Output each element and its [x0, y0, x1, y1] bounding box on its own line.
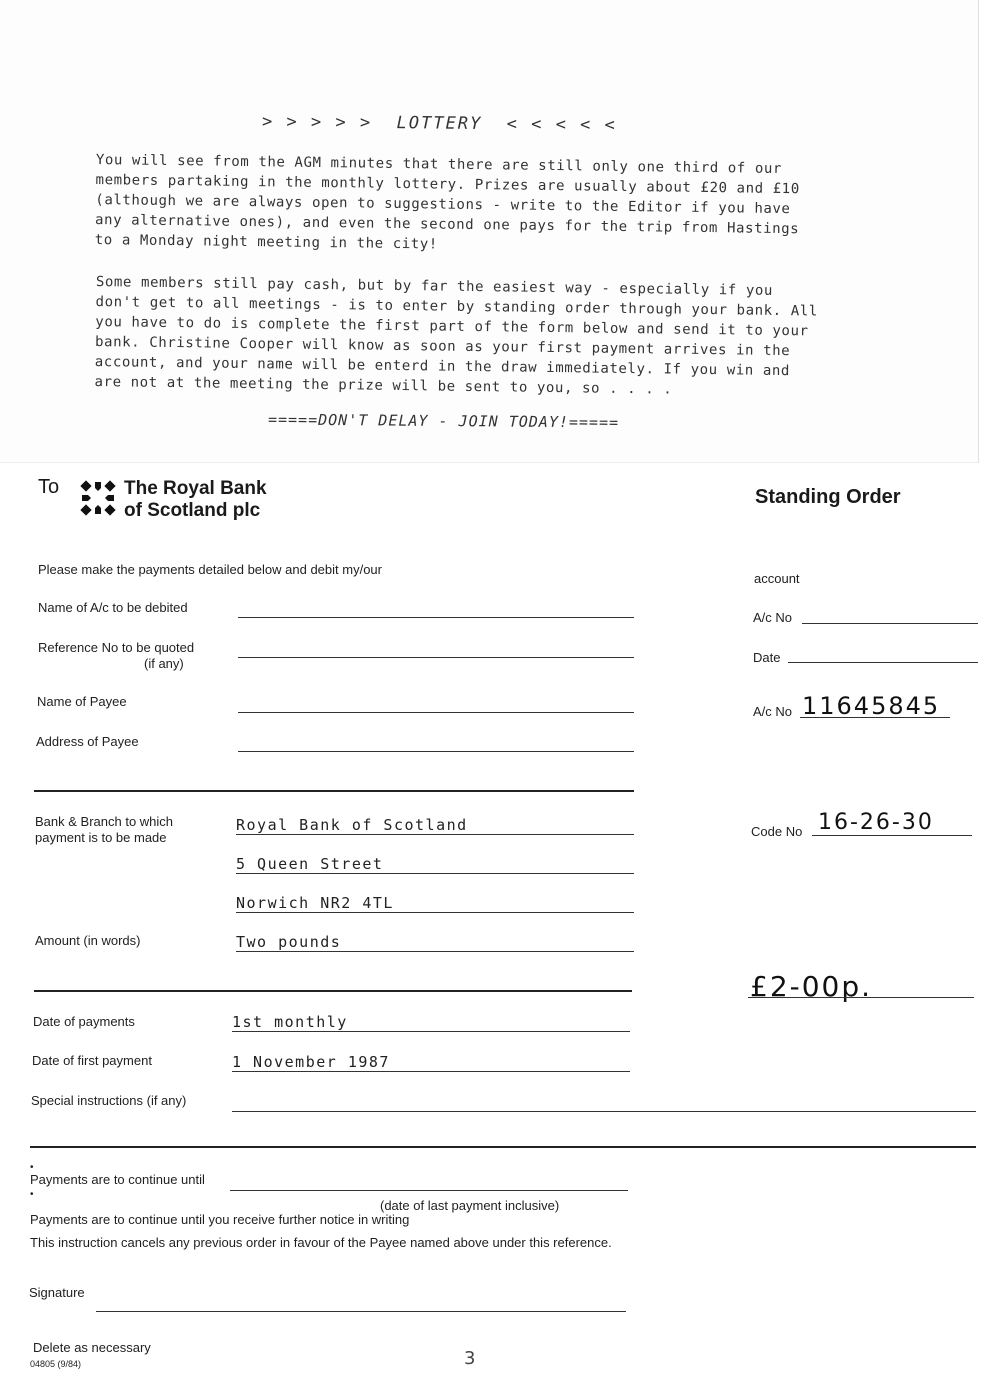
bank-branch-field-1[interactable]: [236, 834, 634, 835]
payee-ac-no-label: A/c No: [753, 704, 793, 719]
asterisk-marker: •: [30, 1162, 34, 1173]
continue-until-field[interactable]: [230, 1190, 628, 1191]
payee-name-field[interactable]: [238, 712, 634, 713]
signature-label: Signature: [29, 1285, 85, 1300]
bank-branch-label-2: payment is to be made: [35, 830, 167, 845]
continue-until-label: Payments are to continue until: [30, 1172, 205, 1187]
amount-words-label: Amount (in words): [35, 933, 141, 948]
paragraph-line: don't get to all meetings - is to enter by standing order through your bank. All: [95, 293, 818, 320]
bank-name: [124, 478, 267, 522]
lottery-heading: > > > > > LOTTERY < < < < <: [261, 111, 617, 136]
payee-ac-no-field[interactable]: [800, 717, 950, 718]
ac-no-field[interactable]: [802, 623, 978, 624]
bank-branch-field-2[interactable]: [236, 873, 634, 874]
bank-branch-line-2: 5 Queen Street: [236, 855, 384, 873]
amount-figures-field[interactable]: [748, 997, 974, 998]
code-no-value: 16-26-30: [818, 810, 934, 835]
signature-field[interactable]: [96, 1311, 626, 1312]
code-no-label: Code No: [751, 824, 803, 839]
standing-order-title: Standing Order: [755, 486, 901, 508]
bank-branch-field-3[interactable]: [236, 912, 634, 913]
amount-words-field[interactable]: [236, 951, 634, 952]
payee-ac-no-value: 11645845: [802, 692, 941, 720]
reference-label: Reference No to be quoted: [38, 640, 195, 655]
lottery-notice: [0, 0, 979, 463]
date-label: Date: [753, 650, 781, 665]
date-of-payments-label: Date of payments: [33, 1014, 135, 1029]
paragraph-line: are not at the meeting the prize will be sent to you, so . . . .: [94, 373, 673, 398]
lottery-slogan: =====DON'T DELAY - JOIN TODAY!=====: [267, 410, 620, 432]
lottery-paragraph-1: [95, 150, 866, 260]
date-field[interactable]: [788, 662, 978, 663]
bank-name-line-2: of Scotland plc: [124, 500, 261, 521]
section-divider: [30, 1146, 976, 1148]
account-label: account: [754, 571, 800, 586]
first-payment-field[interactable]: [232, 1071, 630, 1072]
special-instructions-label: Special instructions (if any): [31, 1093, 187, 1108]
section-divider: [34, 790, 634, 792]
cancel-notice: This instruction cancels any previous order in favour of the Payee named above under this reference.: [30, 1235, 612, 1250]
to-label: To: [38, 476, 60, 498]
paragraph-line: members partaking in the monthly lottery. Prizes are usually about £20 and £10: [95, 171, 800, 198]
paragraph-line: to a Monday night meeting in the city!: [94, 231, 438, 253]
bank-branch-line-3: Norwich NR2 4TL: [236, 894, 394, 912]
name-of-account-label: Name of A/c to be debited: [38, 600, 188, 615]
payee-address-field[interactable]: [238, 751, 634, 752]
lottery-paragraph-2: [94, 272, 866, 402]
paragraph-line: bank. Christine Cooper will know as soon as your first payment arrives in the: [94, 333, 791, 360]
paragraph-line: you have to do is complete the first part of the form below and send it to your: [95, 313, 809, 340]
amount-figures-value: £2-00p.: [750, 970, 873, 1003]
paragraph-line: any alternative ones), and even the second one pays for the trip from Hastings: [94, 211, 800, 238]
payee-name-label: Name of Payee: [37, 694, 127, 709]
paragraph-line: Some members still pay cash, but by far the easiest way - especially if you: [95, 273, 774, 299]
first-payment-label: Date of first payment: [32, 1053, 152, 1068]
continue-until-note: (date of last payment inclusive): [380, 1198, 560, 1213]
delete-note: Delete as necessary: [33, 1340, 151, 1355]
date-of-payments-field[interactable]: [232, 1031, 630, 1032]
paragraph-line: You will see from the AGM minutes that there are still only one third of our: [95, 151, 783, 177]
paragraph-line: account, and your name will be enterd in the draw immediately. If you win and: [94, 353, 791, 380]
form-code: 04805 (9/84): [30, 1359, 82, 1369]
bank-branch-line-1: Royal Bank of Scotland: [236, 816, 468, 834]
asterisk-marker: •: [30, 1189, 34, 1200]
reference-sub-label: (if any): [144, 656, 184, 671]
name-of-account-field[interactable]: [238, 617, 634, 618]
first-payment-value: 1 November 1987: [232, 1053, 390, 1071]
reference-field[interactable]: [238, 657, 634, 658]
bank-name-line-1: The Royal Bank: [124, 478, 267, 499]
payee-address-label: Address of Payee: [36, 734, 139, 749]
date-of-payments-value: 1st monthly: [232, 1013, 348, 1031]
intro-text: Please make the payments detailed below and debit my/our: [38, 562, 382, 577]
section-divider: [34, 990, 632, 992]
bank-branch-label-1: Bank & Branch to which: [35, 814, 174, 829]
code-no-field[interactable]: [812, 835, 972, 836]
amount-words-value: Two pounds: [236, 933, 342, 951]
rbs-logo-icon: [78, 478, 118, 518]
paragraph-line: (although we are always open to suggestions - write to the Editor if you have: [95, 191, 791, 218]
continue-notice: Payments are to continue until you receive further notice in writing: [30, 1212, 410, 1227]
ac-no-label: A/c No: [753, 610, 793, 625]
page-number: 3: [464, 1348, 476, 1369]
special-instructions-field[interactable]: [232, 1111, 976, 1112]
